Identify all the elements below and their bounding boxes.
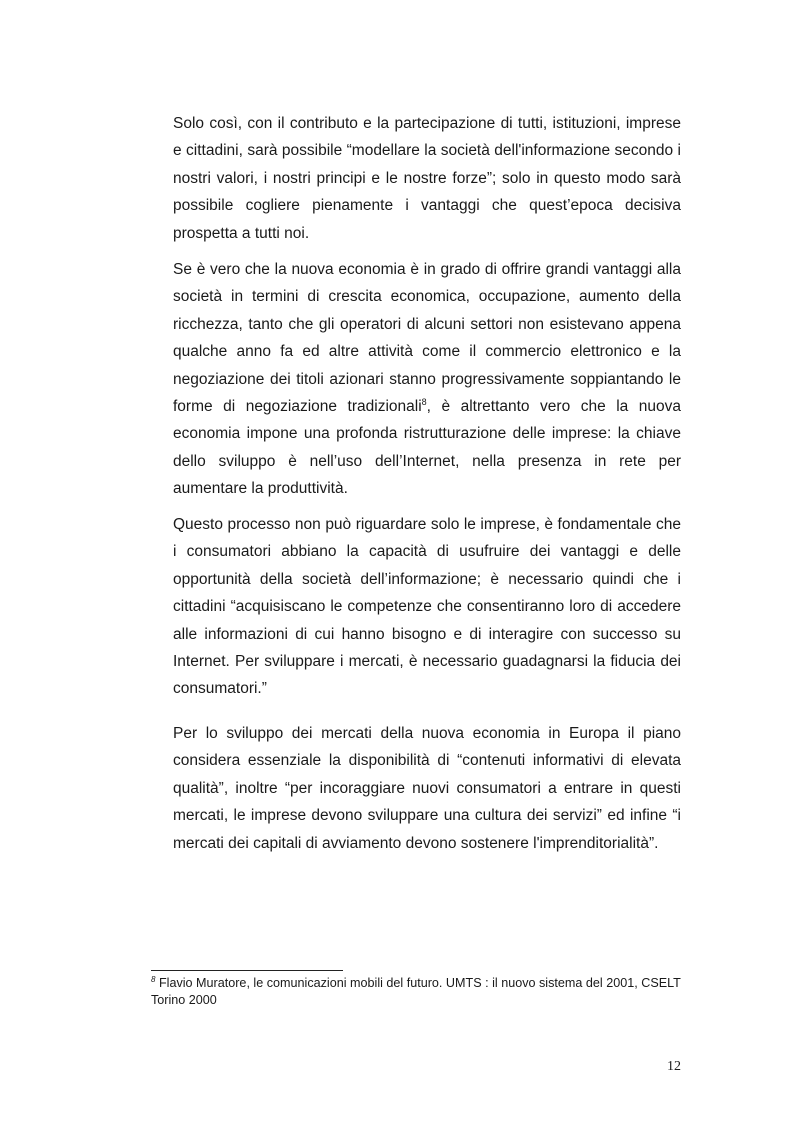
footnote-text: Flavio Muratore, le comunicazioni mobili del futuro. UMTS : il nuovo sistema del 2001, CSELT Torino 2000 [151,976,681,1007]
footnote-separator [151,970,343,971]
paragraph-3: Questo processo non può riguardare solo le imprese, è fondamentale che i consumatori abbiano la capacità di usufruire dei vantaggi e delle opportunità della società dell’informazione; è necessario quindi che i cittadini “acquisiscano le competenze che consentiranno loro di accedere alle informazioni di cui hanno bisogno e di interagire con successo su Internet. Per sviluppare i mercati, è necessario guadagnarsi la fiducia dei consumatori.” [173,516,681,698]
page-number: 12 [667,1059,681,1074]
paragraph-2 [173,256,681,503]
footnote [151,975,681,1009]
paragraph-1: Solo così, con il contributo e la partecipazione di tutti, istituzioni, imprese e cittadini, sarà possibile “modellare la società dell'informazione secondo i nostri valori, i nostri principi e le nostre forze”; solo in questo modo sarà possibile cogliere pienamente i vantaggi che quest’epoca decisiva prospetta a tutti noi. [173,115,681,242]
paragraph-2-text-after: , è altrettanto vero che la nuova economia impone una profonda ristrutturazione delle imprese: la chiave dello sviluppo è nell’uso dell’Internet, nella presenza in rete per aumentare la produttività. [173,398,681,498]
footnote-reference: 8 [421,396,427,407]
paragraph-2-text-before: Se è vero che la nuova economia è in grado di offrire grandi vantaggi alla società in termini di crescita economica, occupazione, aumento della ricchezza, tanto che gli operatori di alcuni settori non esistevano appena qualche anno fa ed altre attività come il commercio elettronico e la negoziazione dei titoli azionari stanno progressivamente soppiantando le forme di negoziazione tradizionali [173,261,681,416]
paragraph-4: Per lo sviluppo dei mercati della nuova economia in Europa il piano considera essenziale la disponibilità di “contenuti informativi di elevata qualità”, inoltre “per incoraggiare nuovi consumatori a entrare in questi mercati, le imprese devono sviluppare una cultura dei servizi” ed infine “i mercati dei capitali di avviamento devono sostenere l'imprenditorialità”. [173,725,681,852]
footnote-number: 8 [151,974,156,984]
